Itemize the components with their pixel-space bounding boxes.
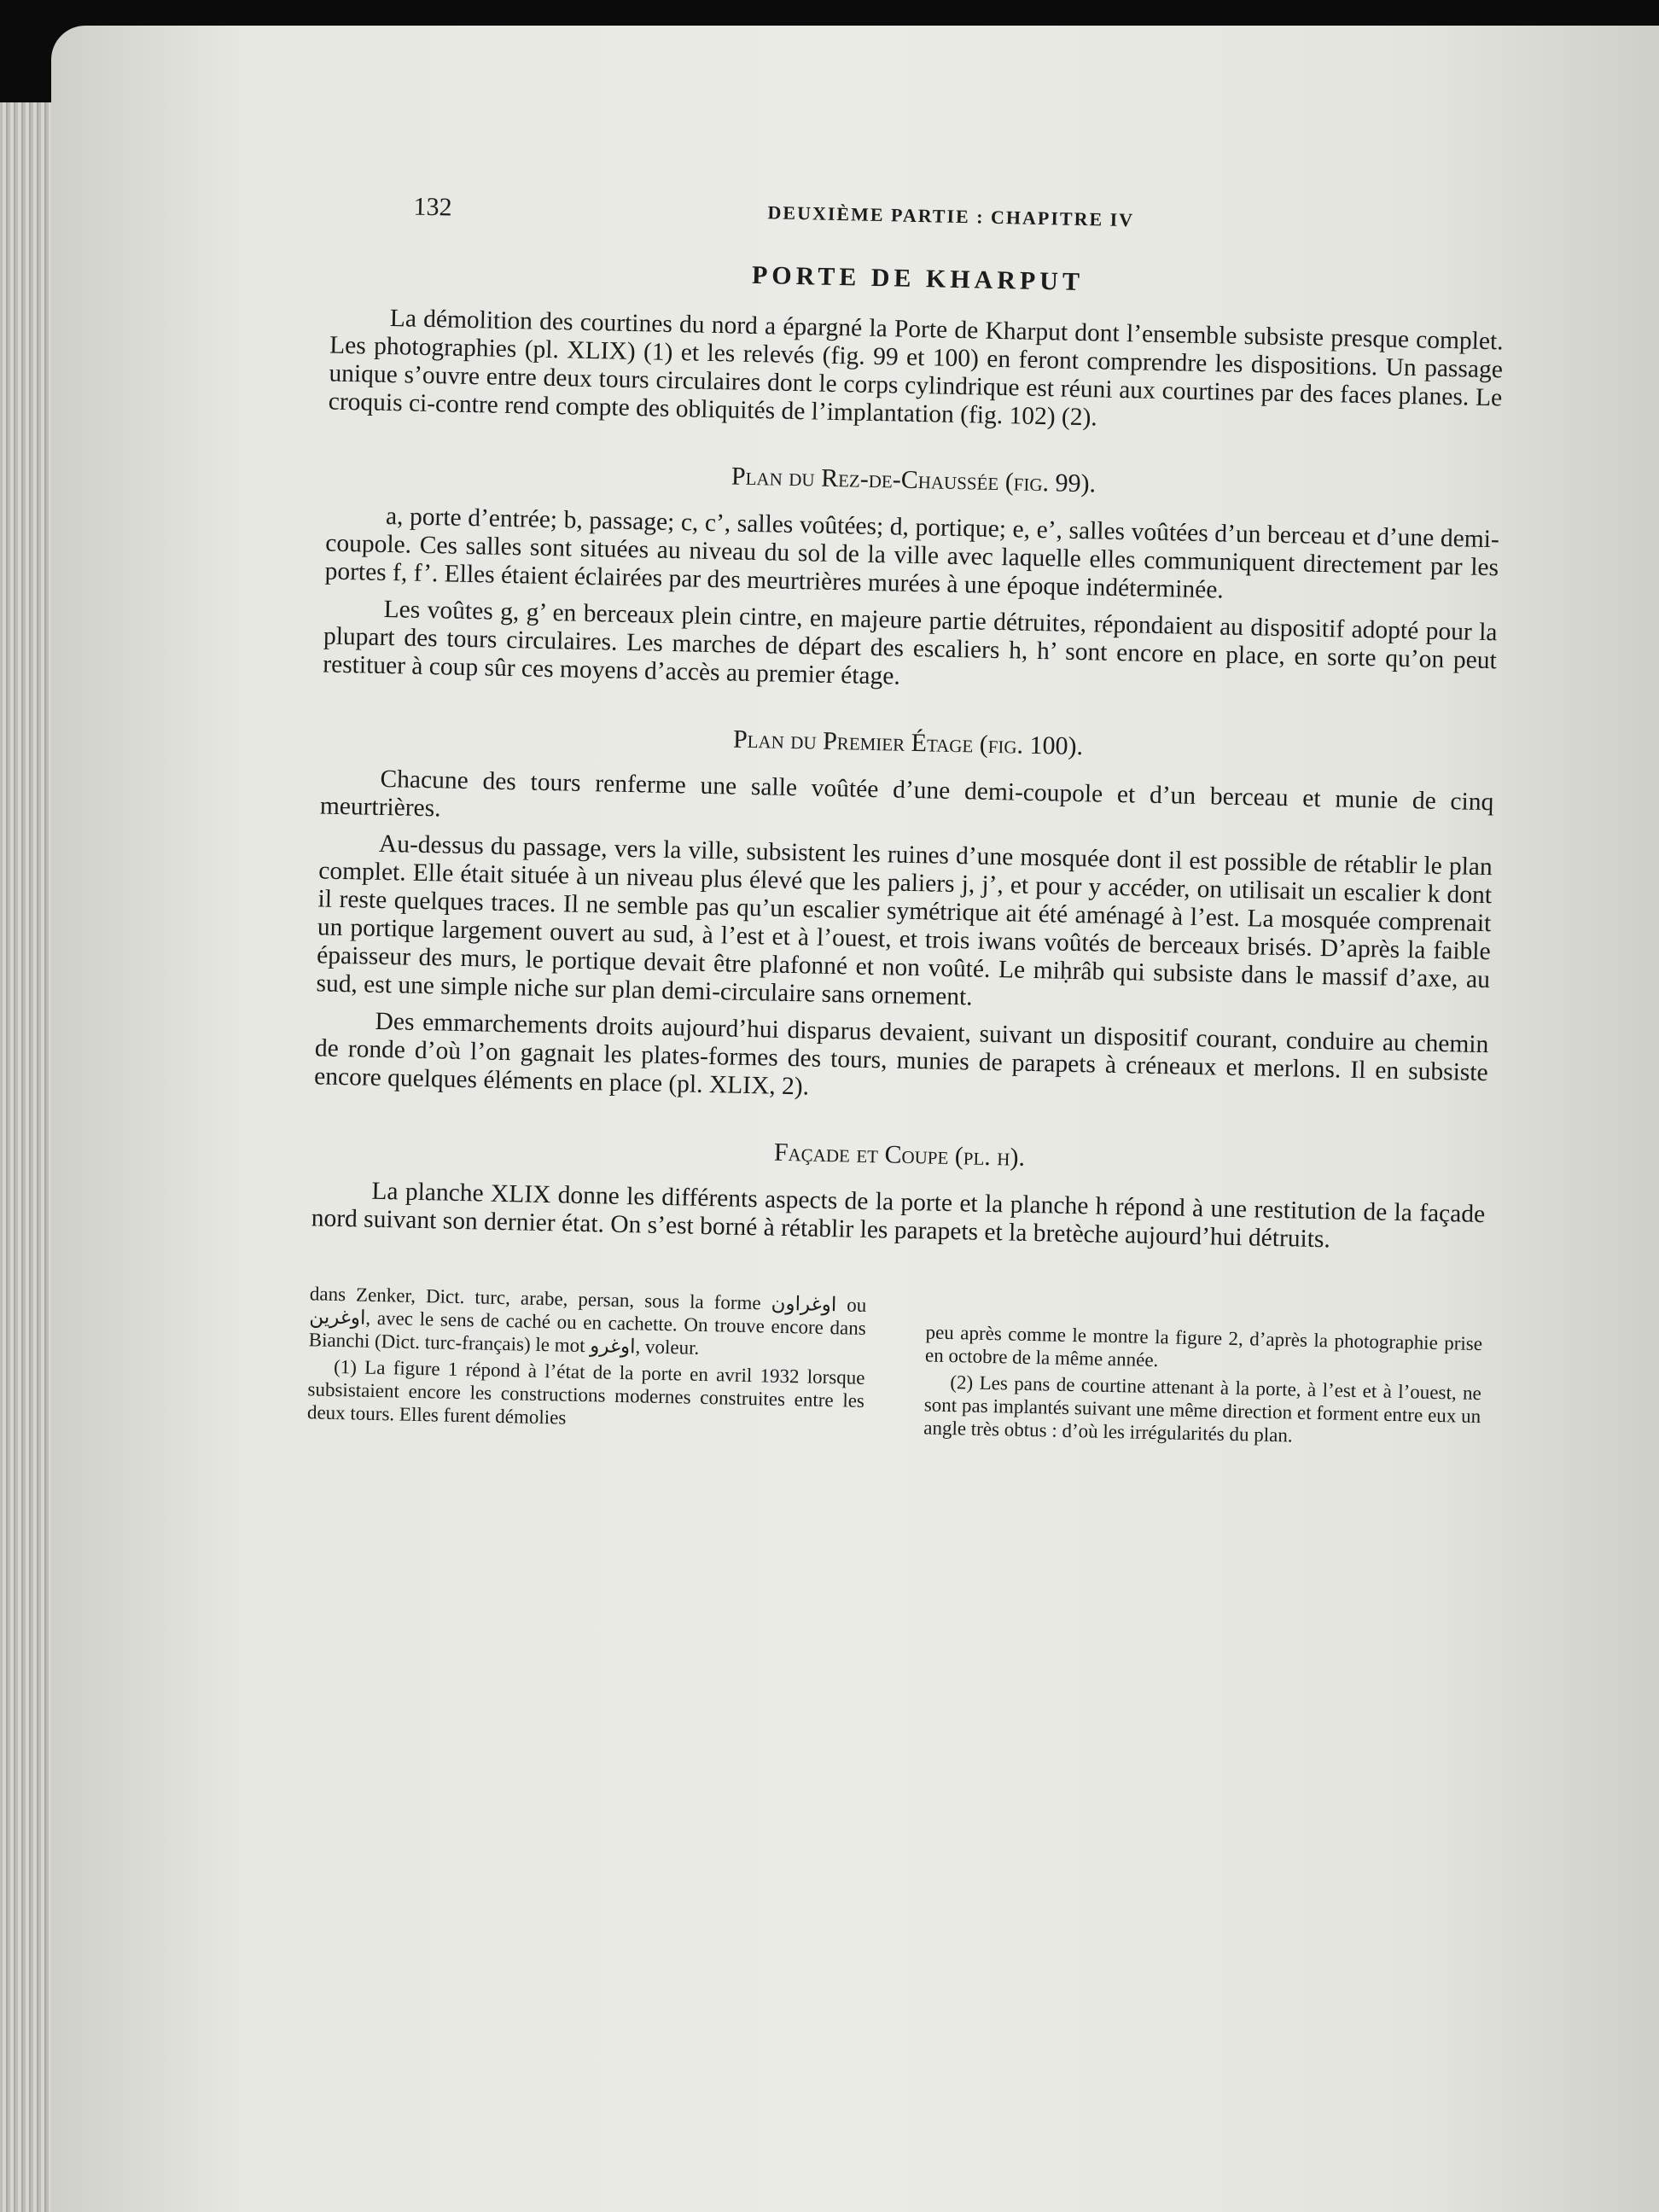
paragraph: Les voûtes g, g’ en berceaux plein cintre, en majeure partie détruites, répondaient au dispositif adopté pour la plupart des tours circulaires. Les marches de départ des escaliers h, h’ sont encore en place, en sorte qu’on peut restituer à coup sûr ces moyens d’accès au premier étage. (323, 595, 1498, 690)
footnote-text: (2) Les pans de courtine attenant à la porte, à l’est et à l’ouest, ne sont pas implantés suivant une même direction et forment entre eux un angle très obtus : d’où les irrégularités du plan. (923, 1371, 1482, 1447)
section-heading-ground-floor: Plan du Rez-de-Chaussée (fig. 99). (731, 462, 1097, 498)
running-title: DEUXIÈME PARTIE : CHAPITRE IV (767, 201, 1135, 231)
paragraph: Des emmarchements droits aujourd’hui disparus devaient, suivant un dispositif courant, conduire au chemin de ronde d’où l’on gagnait les plates-formes des tours, munies de parapets à créneaux et merlons. Il en subsiste encore quelques éléments en place (pl. XLIX, 2). (313, 1007, 1489, 1101)
footnotes-right-column (923, 1295, 1483, 1454)
page-content (307, 184, 1506, 1454)
footnote-text: (1) La figure 1 répond à l’état de la porte en avril 1932 lorsque subsistaient encore les constructions modernes construites entre les deux tours. Elles furent démolies (306, 1355, 865, 1429)
paragraph: Au-dessus du passage, vers la ville, subsistent les ruines d’une mosquée dont il est possible de rétablir le plan complet. Elle était située à un niveau plus élevé que les paliers j, j’, et pour y accéder, on utilisait un escalier k dont il reste quelques traces. Il ne semble pas qu’un escalier symétrique ait été aménagé à l’est. La mosquée comprenait un portique largement ouvert au sud, à l’est et à l’ouest, et trois iwans voûtés de berceaux brisés. D’après la faible épaisseur des murs, le portique devait être plafonné et non voûté. Le miḥrâb qui subsiste dans le massif d’axe, au sud, est une simple niche sur plan demi-circulaire sans ornement. (316, 830, 1493, 1011)
section-heading-facade: Façade et Coupe (pl. h). (773, 1138, 1026, 1172)
paragraph: Chacune des tours renferme une salle voûtée d’une demi-coupole et d’un berceau et munie de cinq meurtrières. (319, 765, 1494, 823)
footnote-text: peu après comme le montre la figure 2, d’après la photographie prise en octobre de la même année. (924, 1321, 1483, 1371)
footnote-text: dans Zenker, Dict. turc, arabe, persan, sous la forme اوغراون ou اوغرين, avec le sens de caché ou en cachette. On trouve encore dans Bianchi (Dict. turc-français) le mot اوغرو, voleur. (308, 1283, 867, 1359)
chapter-section-title: PORTE DE KHARPUT (751, 260, 1085, 297)
footnotes (307, 1282, 1483, 1454)
intro-paragraph: La démolition des courtines du nord a épargné la Porte de Kharput dont l’ensemble subsiste presque complet. Les photographies (pl. XLIX) (1) et les relevés (fig. 99 et 100) en feront comprendre les dispositions. Un passage unique s’ouvre entre deux tours circulaires dont le corps cylindrique est réuni aux courtines par des faces planes. Le croquis ci-contre rend compte des obliquités de l’implantation (fig. 102) (2). (328, 305, 1504, 432)
paragraph: a, porte d’entrée; b, passage; c, c’, salles voûtées; d, portique; e, e’, salles voûtées d’un berceau et d’une demi-coupole. Ces salles sont situées au niveau du sol de la ville avec laquelle elles communiquent directement par les portes f, f’. Elles étaient éclairées par des meurtrières murées à une époque indéterminée. (324, 502, 1500, 604)
section-heading-first-floor: Plan du Premier Étage (fig. 100). (732, 725, 1084, 761)
page-number: 132 (413, 192, 452, 222)
paragraph: La planche XLIX donne les différents aspects de la porte et la planche h répond à une restitution de la façade nord suivant son dernier état. On s’est borné à rétablir les parapets et la bretèche aujourd’hui détruits. (311, 1177, 1486, 1254)
footnotes-left-column (307, 1282, 867, 1441)
